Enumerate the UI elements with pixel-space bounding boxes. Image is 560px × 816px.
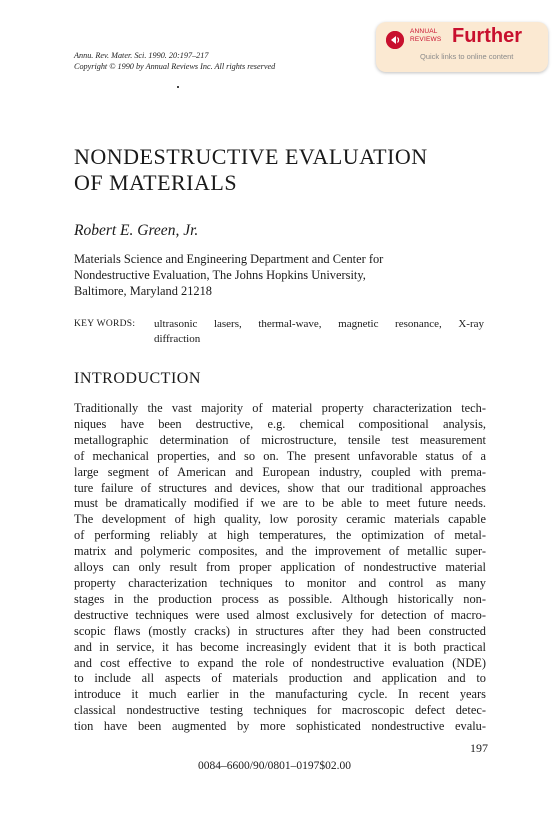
section-heading: INTRODUCTION [74,370,201,387]
body-line: matrix and polymeric composites, and the improvement of metallic super- [74,544,486,559]
banner-further[interactable]: Further [452,25,522,47]
annual-reviews-logo-icon [386,31,404,49]
stray-mark [177,86,179,88]
affiliation-line: Baltimore, Maryland 21218 [74,284,212,298]
affiliation-line: Materials Science and Engineering Department and Center for [74,252,384,266]
further-banner[interactable] [376,22,548,72]
body-line: must be dramatically modified if we are to be able to meet future needs. [74,496,486,511]
author-affiliation [74,251,494,299]
body-line: of mechanical properties, and so on. The present unfavorable status of a [74,448,486,463]
body-line: stages in the production process as possible. Although historically non- [74,591,486,606]
banner-annual-reviews [410,28,441,44]
title-line: OF MATERIALS [74,170,238,195]
body-line: niques have been destructive, e.g. chemical compositional analysis, [74,416,486,431]
body-line: ture failure of structures and devices, show that our traditional approaches [74,480,486,495]
publication-code: 0084–6600/90/0801–0197$02.00 [198,760,352,772]
keywords-label: KEY WORDS: [74,319,136,329]
journal-citation [74,50,275,72]
page-number: 197 [470,741,488,755]
body-line: tion have been augmented by more sophisticated nondestructive evalu- [74,719,486,734]
affiliation-line: Nondestructive Evaluation, The Johns Hopkins University, [74,268,366,282]
copyright-line: Copyright © 1990 by Annual Reviews Inc. All rights reserved [74,62,276,71]
body-line: scopic flaws (mostly cracks) in structures after they had been constructed [74,623,486,638]
body-line: alloys can only result from proper application of nondestructive material [74,560,486,575]
keywords-line: ultrasonic lasers, thermal-wave, magnetic resonance, X-ray [154,318,484,330]
body-line: and in service, it has become increasingly evident that it is both practical [74,639,486,654]
body-line: of performing reliably at high temperatures, the optimization of metal- [74,528,486,543]
citation-line: Annu. Rev. Mater. Sci. 1990. 20:197–217 [74,51,209,60]
keywords-line: diffraction [154,332,201,345]
banner-reviews: REVIEWS [410,36,442,43]
keywords-list [154,317,484,346]
body-line: classical nondestructive testing techniques for macroscopic defect detec- [74,703,486,718]
body-line: large segment of American and European industry, coupled with prema- [74,464,486,479]
body-line: to include all aspects of materials production and application and to [74,671,486,686]
body-line: property characterization techniques to monitor and control as many [74,575,486,590]
article-title [74,144,514,196]
body-line: and cost effective to expand the role of nondestructive evaluation (NDE) [74,655,486,670]
body-line: The development of high quality, low porosity ceramic materials capable [74,512,486,527]
banner-subtitle[interactable]: Quick links to online content [420,52,514,61]
body-line: introduce it much earlier in the manufacturing cycle. In recent years [74,687,486,702]
banner-annual: ANNUAL [410,28,438,35]
body-line: destructive techniques were used almost exclusively for detection of macro- [74,607,486,622]
body-line: metallographic determination of microstructure, tensile test measurement [74,432,486,447]
body-line: Traditionally the vast majority of material property characterization tech- [74,401,486,415]
introduction-body [74,401,486,735]
title-line: NONDESTRUCTIVE EVALUATION [74,144,428,169]
author-name: Robert E. Green, Jr. [74,222,199,239]
